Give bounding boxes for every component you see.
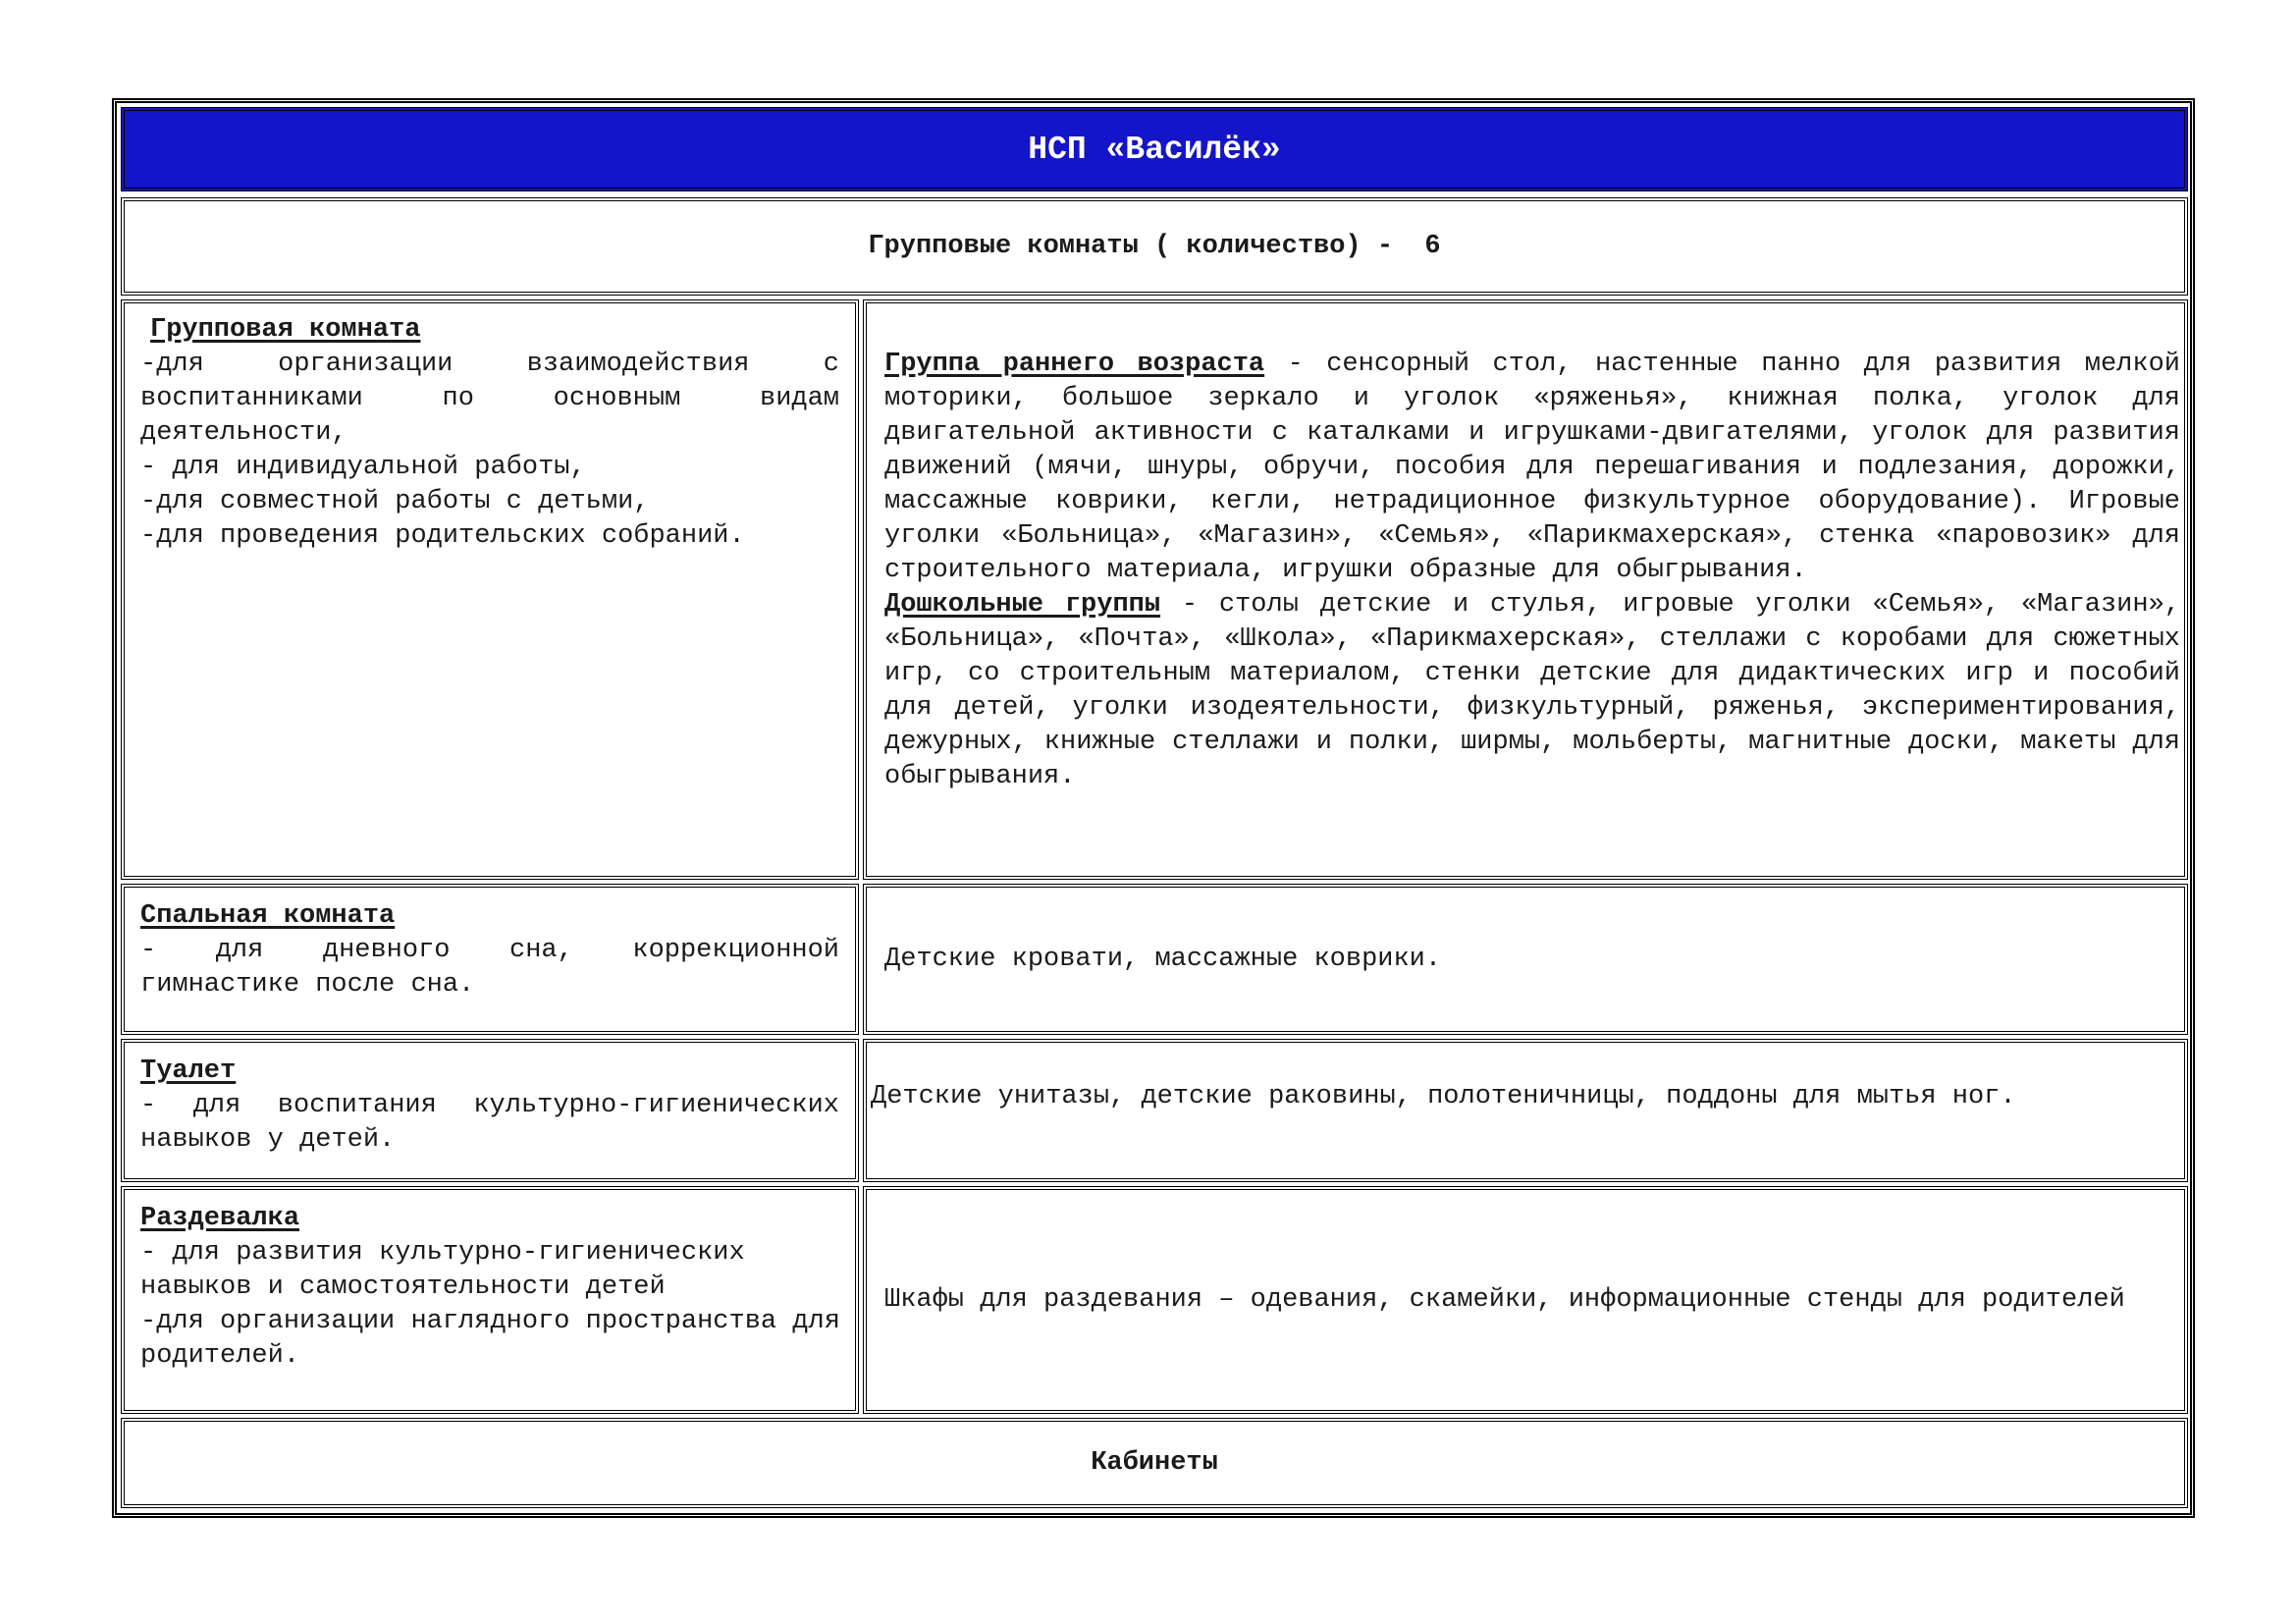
row-equipment-text: Детские унитазы, детские раковины, полотеничницы, поддоны для мытья ног. xyxy=(871,1082,2016,1111)
page-title: НСП «Василёк» xyxy=(1028,131,1281,168)
row-equipment-text: Шкафы для раздевания – одевания, скамейки, информационные стенды для родителей xyxy=(884,1284,2125,1315)
row-description-line: - для дневного сна, коррекционной гимнастике после сна. xyxy=(140,936,839,1000)
row-description-line: - для развития культурно-гигиенических навыков и самостоятельности детей xyxy=(140,1238,745,1302)
row-bedroom-left xyxy=(121,884,859,1035)
row-toilet-left xyxy=(121,1039,859,1182)
block-heading: Дошкольные группы xyxy=(884,590,1161,620)
row-description-line: - для воспитания культурно-гигиенических навыков у детей. xyxy=(140,1091,839,1155)
row-description-line: -для совместной работы с детьми, xyxy=(140,487,650,516)
row-group-room-left xyxy=(121,299,859,880)
cabinets-header xyxy=(121,1418,2188,1508)
block-heading: Группа раннего возраста xyxy=(884,350,1265,379)
row-heading: Раздевалка xyxy=(140,1204,300,1233)
equipment-block-early-age xyxy=(884,348,2180,588)
row-description-line: -для проведения родительских собраний. xyxy=(140,521,745,551)
group-rooms-header xyxy=(121,197,2188,296)
row-cloakroom-right xyxy=(863,1186,2188,1414)
block-text: - столы детские и стулья, игровые уголки «Семья», «Магазин», «Больница», «Почта», «Школа», «Парикмахерская», стеллажи с коробами для сюжетных игр, со строительным материалом, стенки детские для дидактических игр и пособий для детей, уголки изодеятельности, физкультурный, ряженья, экспериментирования, дежурных, книжные стеллажи и полки, ширмы, мольберты, магнитные доски, макеты для обыгрывания. xyxy=(884,590,2180,791)
row-group-room-right xyxy=(863,299,2188,880)
row-bedroom-right xyxy=(863,884,2188,1035)
facilities-table xyxy=(112,98,2195,1518)
row-description-line: -для организации взаимодействия с воспитанниками по основным видам деятельности, xyxy=(140,350,839,448)
row-description-line: -для организации наглядного пространства для родителей. xyxy=(140,1307,840,1371)
cabinets-header-text: Кабинеты xyxy=(1091,1448,1218,1478)
row-description-line: - для индивидуальной работы, xyxy=(140,453,586,482)
row-heading: Групповая комната xyxy=(150,315,421,345)
group-rooms-header-text: Групповые комнаты ( количество) - 6 xyxy=(868,232,1441,261)
row-heading: Туалет xyxy=(140,1056,237,1086)
equipment-block-preschool xyxy=(884,588,2180,794)
row-heading: Спальная комната xyxy=(140,901,396,931)
block-text: - сенсорный стол, настенные панно для развития мелкой моторики, большое зеркало и уголок «ряженья», книжная полка, уголок для двигательной активности с каталками и игрушками-двигателями, уголок для развития движений (мячи, шнуры, обручи, пособия для перешагивания и подлезания, дорожки, массажные коврики, кегли, нетрадиционное физкультурное оборудование). Игровые уголки «Больница», «Магазин», «Семья», «Парикмахерская», стенка «паровозик» для строительного материала, игрушки образные для обыгрывания. xyxy=(884,350,2180,585)
title-bar xyxy=(121,107,2188,191)
row-equipment-text: Детские кровати, массажные коврики. xyxy=(884,944,1442,974)
row-toilet-right xyxy=(863,1039,2188,1182)
row-cloakroom-left xyxy=(121,1186,859,1414)
